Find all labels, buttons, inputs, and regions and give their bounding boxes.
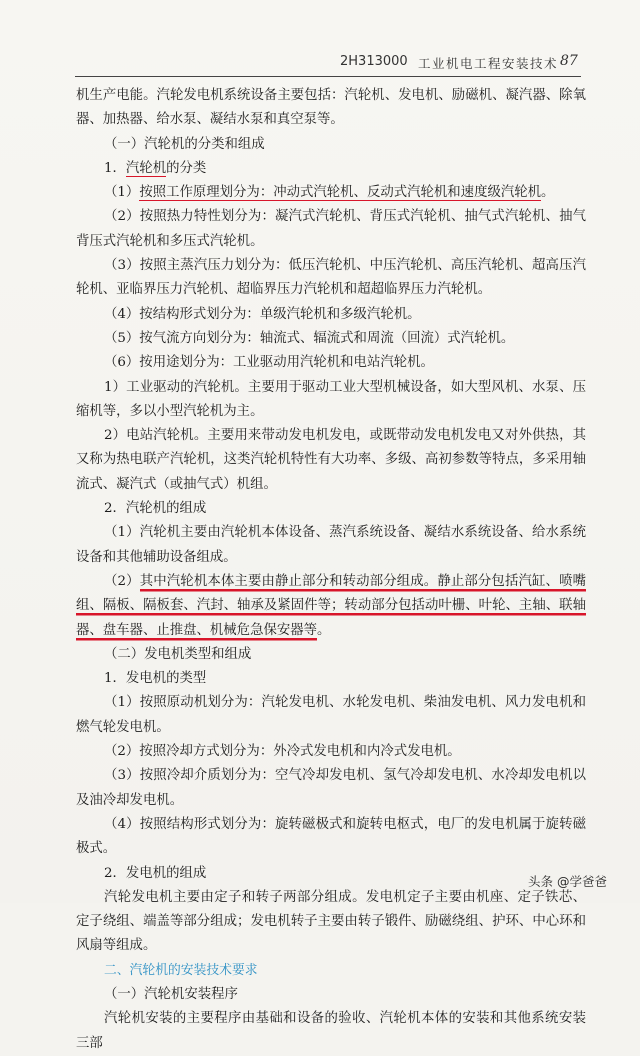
item-heading: 1．发电机的类型 xyxy=(104,671,207,687)
list-item: （4）按照结构形式划分为：旋转磁极式和旋转电枢式，电厂的发电机属于旋转磁极式。 xyxy=(76,816,586,857)
list-item: （3）按照主蒸汽压力划分为：低压汽轮机、中压汽轮机、高压汽轮机、超高压汽轮机、亚临界压力汽轮机、超临界压力汽轮机和超超临界压力汽轮机。 xyxy=(76,258,586,298)
paragraph: 机生产电能。汽轮发电机系统设备主要包括：汽轮机、发电机、励磁机、凝汽器、除氧器、加热器、给水泵、凝结水泵和真空泵等。 xyxy=(76,88,586,128)
list-item: （3）按照冷却介质划分为：空气冷却发电机、氢气冷却发电机、水冷却发电机以及油冷却发电机。 xyxy=(76,768,586,808)
list-item: （4）按结构形式划分为：单级汽轮机和多级汽轮机。 xyxy=(104,306,421,322)
paragraph: 汽轮发电机主要由定子和转子两部分组成。发电机定子主要由机座、定子铁芯、定子绕组、端盖等部分组成；发电机转子主要由转子锻件、励磁绕组、护环、中心环和风扇等组成。 xyxy=(76,889,586,954)
item-heading xyxy=(76,157,586,181)
item-number: （2） xyxy=(104,573,140,589)
running-header xyxy=(0,54,640,76)
list-item xyxy=(76,181,586,205)
list-item: （2）按照冷却方式划分为：外冷式发电机和内冷式发电机。 xyxy=(104,744,461,760)
list-item: 2）电站汽轮机。主要用来带动发电机发电，或既带动发电机发电又对外供热，其又称为热电联产汽轮机，这类汽轮机特性有大功率、多级、高初参数等特点，多采用轴流式、凝汽式（或抽气式）机组。 xyxy=(76,428,586,492)
list-item: （1）按照原动机划分为：汽轮发电机、水轮发电机、柴油发电机、风力发电机和燃气轮发电机。 xyxy=(76,695,586,735)
highlight-underline: 其中汽轮机本体主要由静止部分和转动部分组成。静止部分包括汽缸、喷嘴组、隔板、隔板套、汽封、轴承及紧固件等；转动部分包括动叶栅、叶轮、主轴、联轴器、盘车器、止推盘、机械危急保安器等 xyxy=(76,573,586,638)
section-heading: 二、汽轮机的安装技术要求 xyxy=(104,962,258,978)
list-item xyxy=(76,570,586,643)
page-body xyxy=(76,84,586,1056)
item-text: 。 xyxy=(317,622,331,638)
subsection-heading: （一）汽轮机安装程序 xyxy=(104,986,238,1002)
list-item: 1）工业驱动的汽轮机。主要用于驱动工业大型机械设备，如大型风机、水泵、压缩机等，多以小型汽轮机为主。 xyxy=(76,379,586,419)
list-item: （5）按气流方向划分为：轴流式、辐流式和周流（回流）式汽轮机。 xyxy=(104,330,515,346)
item-number: 1． xyxy=(104,160,126,176)
item-heading: 2．汽轮机的组成 xyxy=(104,501,207,517)
item-text: 。 xyxy=(541,185,555,201)
list-item: （2）按照热力特性划分为：凝汽式汽轮机、背压式汽轮机、抽气式汽轮机、抽气背压式汽轮机和多压式汽轮机。 xyxy=(76,209,586,249)
chapter-code: 2H313000 xyxy=(340,54,408,69)
chapter-title: 工业机电工程安装技术 xyxy=(418,56,559,71)
item-text: 的分类 xyxy=(166,160,207,176)
item-heading: 2．发电机的组成 xyxy=(104,865,207,881)
subsection-heading: （二）发电机类型和组成 xyxy=(104,646,252,662)
watermark: 头条 @学爸爸 xyxy=(528,874,607,889)
paragraph: 汽轮机安装的主要程序由基础和设备的验收、汽轮机本体的安装和其他系统安装三部 xyxy=(76,1011,586,1051)
highlight-underline: 汽轮机 xyxy=(125,160,167,176)
item-number: （1） xyxy=(104,185,140,201)
subsection-heading: （一）汽轮机的分类和组成 xyxy=(104,136,265,152)
list-item: （6）按用途划分为：工业驱动用汽轮机和电站汽轮机。 xyxy=(104,355,434,371)
highlight-underline: 按照工作原理划分为：冲动式汽轮机、反动式汽轮机和速度级汽轮机 xyxy=(139,185,542,201)
list-item: （1）汽轮机主要由汽轮机本体设备、蒸汽系统设备、凝结水系统设备、给水系统设备和其他辅助设备组成。 xyxy=(76,525,586,565)
page-number: 87 xyxy=(560,53,578,69)
header-rule xyxy=(75,76,581,77)
